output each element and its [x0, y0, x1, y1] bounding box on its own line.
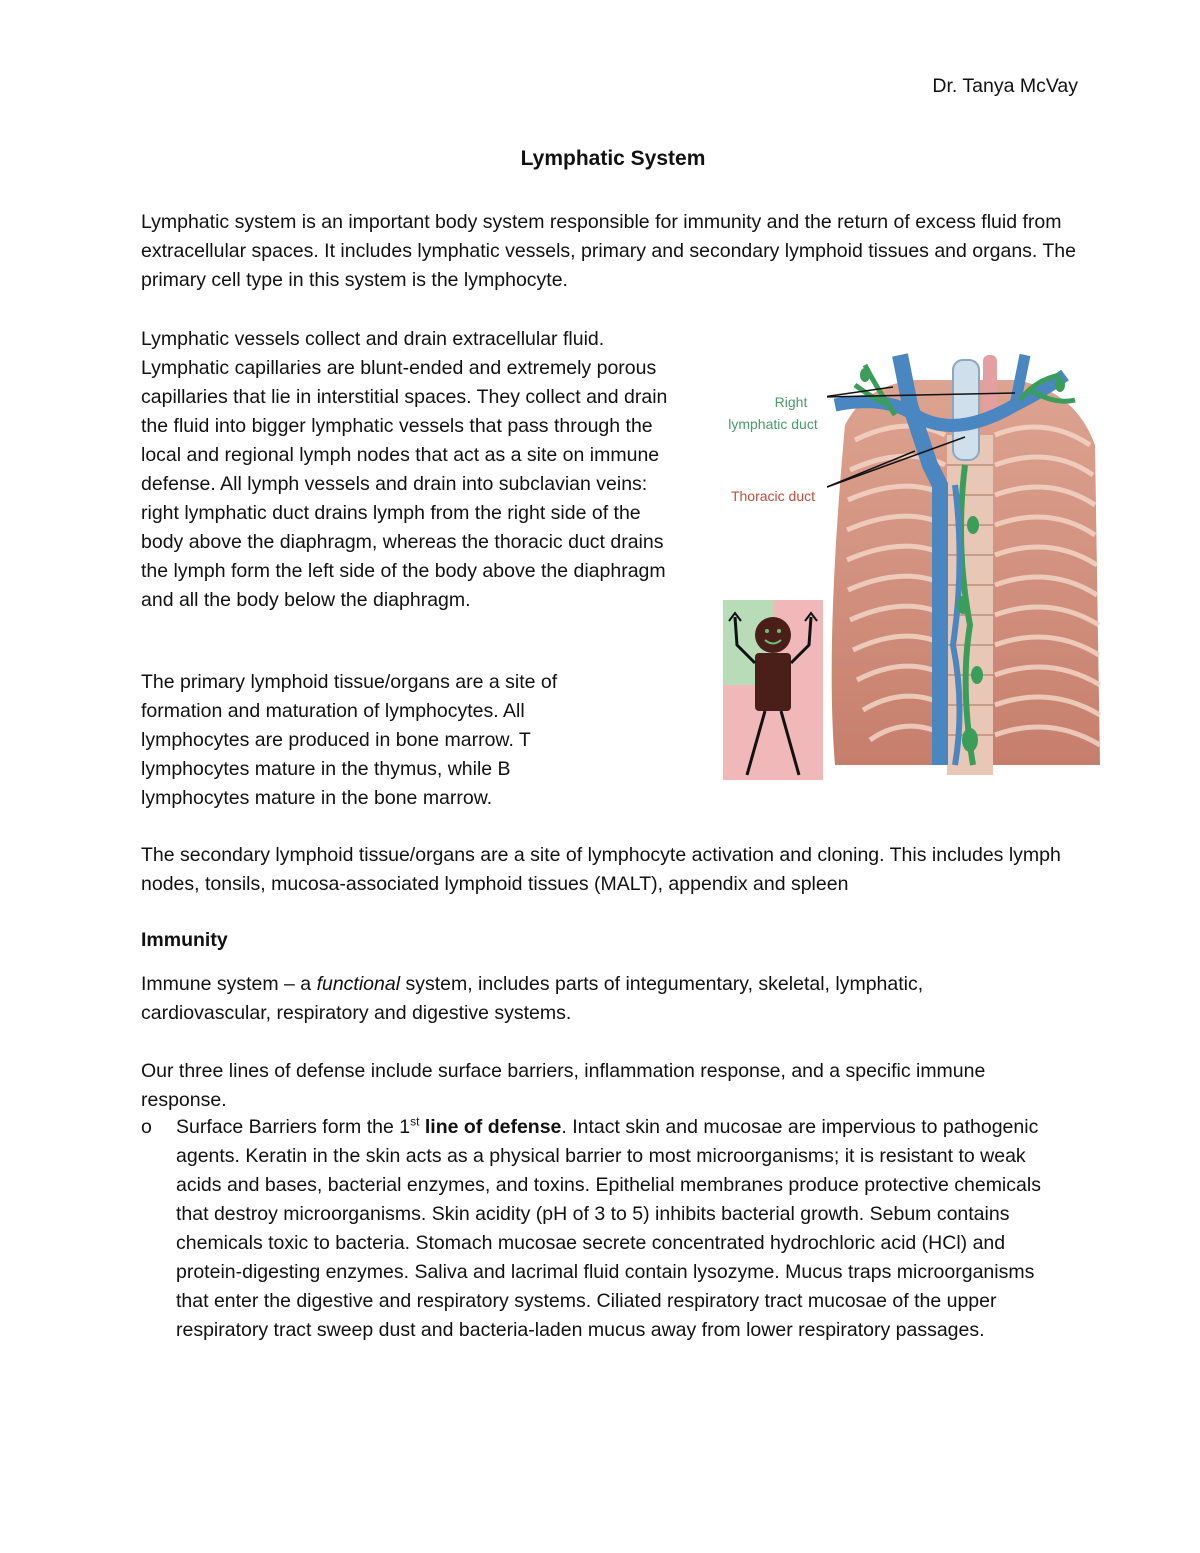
lines-of-defense-paragraph: Our three lines of defense include surface barriers, inflammation response, and a specific immune response. [141, 1060, 986, 1111]
bullet-marker: o [141, 1116, 152, 1138]
bullet-superscript: st [410, 1114, 420, 1129]
secondary-lymphoid-paragraph: The secondary lymphoid tissue/organs are a site of lymphocyte activation and cloning. This includes lymph nodes, tonsils, mucosa-associated lymphoid tissues (MALT), appendix and spleen [141, 844, 1061, 895]
immunity-heading: Immunity [141, 929, 228, 951]
lymphatic-ducts-illustration [715, 345, 1115, 785]
intro-paragraph: Lymphatic system is an important body system responsible for immunity and the return of excess fluid from extracellular spaces. It includes lymphatic vessels, primary and secondary lymphoid tissues and organs. The primary cell type in this system is the lymphocyte. [141, 211, 1077, 291]
definition-end: system, includes parts of integumentary, skeletal, lymphatic, cardiovascular, respiratory and digestive systems. [141, 973, 924, 1024]
thoracic-duct-label: Thoracic duct [730, 488, 816, 504]
bullet-bold: line of defense [419, 1116, 562, 1138]
right-duct-label-line2: lymphatic duct [728, 416, 818, 432]
immune-system-definition [141, 970, 1041, 1028]
bullet-lead: Surface Barriers form the 1 [176, 1116, 411, 1138]
primary-lymphoid-paragraph: The primary lymphoid tissue/organs are a site of formation and maturation of lymphocytes. All lymphocytes are produced in bone marrow. T lymphocytes mature in the thymus, while B lymphocytes mature in the bone marrow. [141, 671, 558, 809]
lymphatic-ducts-figure [715, 345, 1115, 785]
page-title: Lymphatic System [520, 147, 706, 170]
right-duct-label-line1: Right [774, 394, 808, 410]
surface-barriers-text [176, 1113, 1046, 1345]
surface-barriers-list-item [141, 1113, 1061, 1345]
definition-italic: functional [316, 973, 401, 995]
definition-start: Immune system – a [141, 973, 317, 995]
stick-figure-diagram [723, 600, 823, 780]
trachea [953, 360, 979, 460]
author-name: Dr. Tanya McVay [932, 75, 1078, 97]
bullet-rest: . Intact skin and mucosae are impervious to pathogenic agents. Keratin in the skin acts as a physical barrier to most microorganisms; it is resistant to weak acids and bases, bacterial enzymes, and toxins. Epithelial membranes produce protective chemicals that destroy microorganisms. Skin acidity (pH of 3 to 5) inhibits bacterial growth. Sebum contains chemicals toxic to bacteria. Stomach mucosae secrete concentrated hydrochloric acid (HCl) and protein-digesting enzymes. Saliva and lacrimal fluid contain lysozyme. Mucus traps microorganisms that enter the digestive and respiratory systems. Ciliated respiratory tract mucosae of the upper respiratory tract sweep dust and bacteria-laden mucus away from lower respiratory passages. [176, 1116, 1041, 1341]
lymphatic-vessels-paragraph: Lymphatic vessels collect and drain extracellular fluid. Lymphatic capillaries are blunt-ended and extremely porous capillaries that lie in interstitial spaces. They collect and drain the fluid into bigger lymphatic vessels that pass through the local and regional lymph nodes that act as a site on immune defense. All lymph vessels and drain into subclavian veins: right lymphatic duct drains lymph from the right side of the body above the diaphragm, whereas the thoracic duct drains the lymph form the left side of the body above the diaphragm and all the body below the diaphragm. [141, 328, 668, 611]
